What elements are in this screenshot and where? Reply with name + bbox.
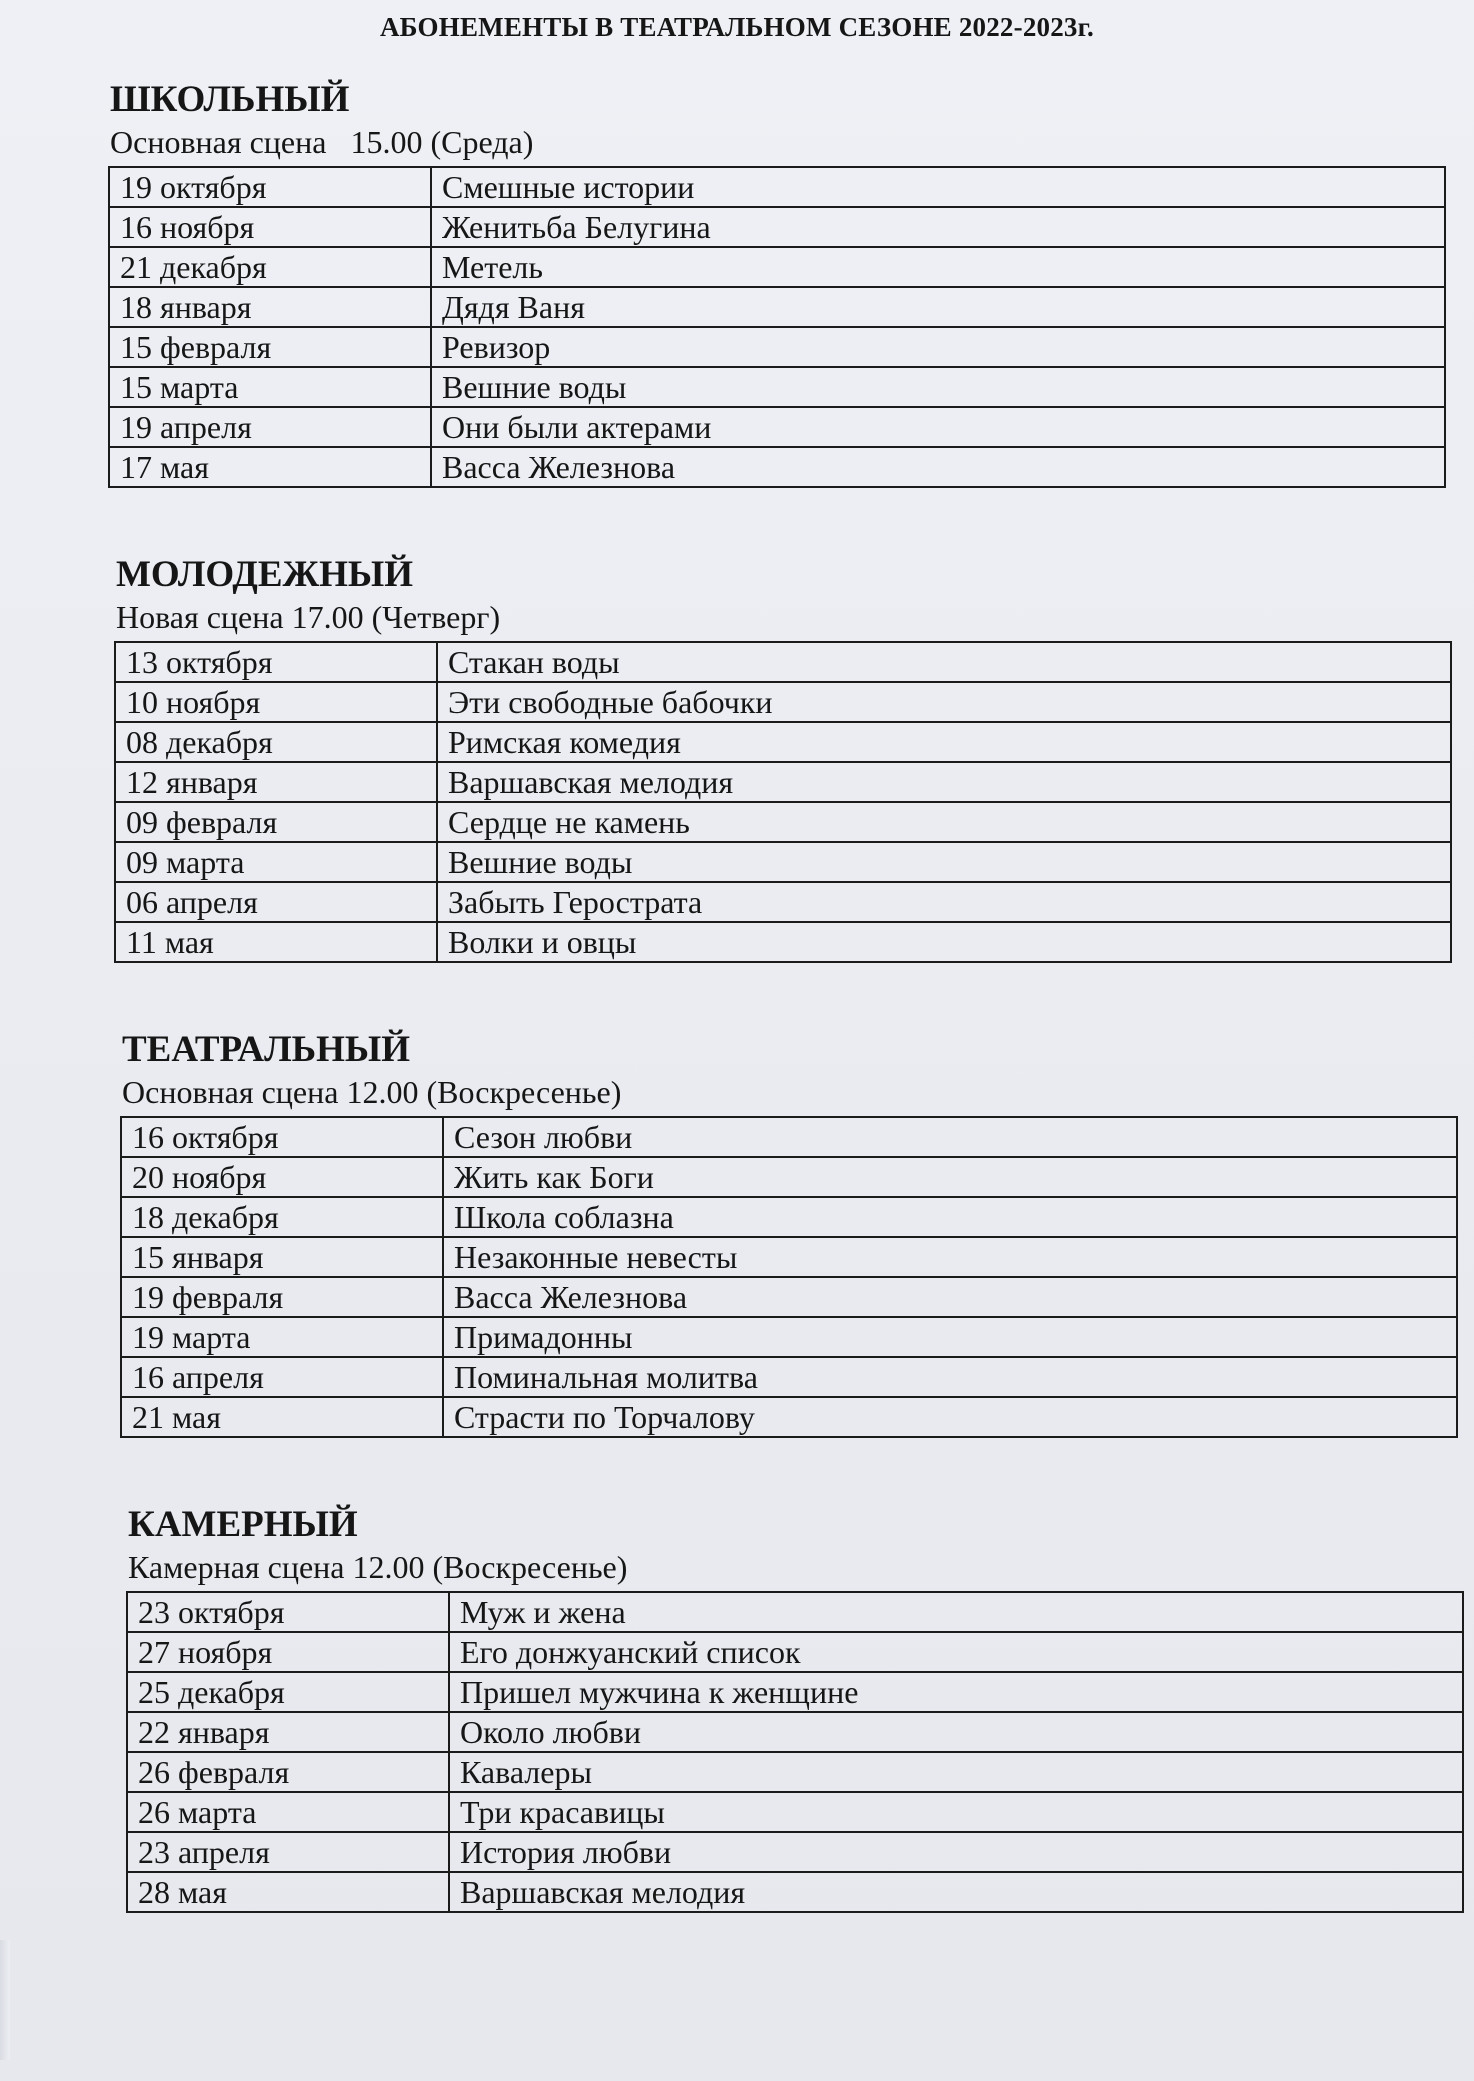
date-cell: 18 декабря <box>121 1197 443 1237</box>
date-cell: 23 октября <box>127 1592 449 1632</box>
table-row <box>121 1157 1457 1197</box>
date-cell: 08 декабря <box>115 722 437 762</box>
section-subtitle: Основная сцена 15.00 (Среда) <box>110 124 534 160</box>
play-cell: Три красавицы <box>449 1792 1463 1832</box>
play-cell: Они были актерами <box>431 407 1445 447</box>
date-cell: 15 января <box>121 1237 443 1277</box>
date-cell: 21 декабря <box>109 247 431 287</box>
table-row <box>121 1277 1457 1317</box>
table-row <box>109 447 1445 487</box>
table-row <box>127 1712 1463 1752</box>
table-row <box>109 207 1445 247</box>
section-title: МОЛОДЕЖНЫЙ <box>116 554 413 595</box>
table-row <box>127 1632 1463 1672</box>
date-cell: 18 января <box>109 287 431 327</box>
table-row <box>121 1397 1457 1437</box>
play-cell: Забыть Герострата <box>437 882 1451 922</box>
play-cell: Стакан воды <box>437 642 1451 682</box>
date-cell: 09 февраля <box>115 802 437 842</box>
table-row <box>121 1237 1457 1277</box>
date-cell: 15 февраля <box>109 327 431 367</box>
play-cell: Дядя Ваня <box>431 287 1445 327</box>
date-cell: 20 ноября <box>121 1157 443 1197</box>
play-cell: Метель <box>431 247 1445 287</box>
section-title: ШКОЛЬНЫЙ <box>110 79 350 120</box>
table-row <box>127 1672 1463 1712</box>
play-cell: Незаконные невесты <box>443 1237 1457 1277</box>
table-row <box>109 367 1445 407</box>
date-cell: 12 января <box>115 762 437 802</box>
section-molodezhny <box>114 553 1459 963</box>
table-row <box>115 882 1451 922</box>
play-cell: Женитьба Белугина <box>431 207 1445 247</box>
play-cell: Васса Железнова <box>443 1277 1457 1317</box>
schedule-table <box>114 641 1452 963</box>
date-cell: 16 апреля <box>121 1357 443 1397</box>
table-row <box>121 1117 1457 1157</box>
table-row <box>127 1792 1463 1832</box>
table-row <box>121 1357 1457 1397</box>
table-row <box>115 642 1451 682</box>
table-row <box>109 247 1445 287</box>
date-cell: 16 ноября <box>109 207 431 247</box>
play-cell: Вешние воды <box>431 367 1445 407</box>
table-row <box>115 802 1451 842</box>
play-cell: Школа соблазна <box>443 1197 1457 1237</box>
table-row <box>109 327 1445 367</box>
date-cell: 15 марта <box>109 367 431 407</box>
section-subtitle: Камерная сцена 12.00 (Воскресенье) <box>128 1549 628 1585</box>
date-cell: 26 февраля <box>127 1752 449 1792</box>
table-row <box>127 1592 1463 1632</box>
scan-edge-shadow <box>0 1940 10 2060</box>
section-teatralny <box>120 1028 1465 1438</box>
table-row <box>115 682 1451 722</box>
date-cell: 16 октября <box>121 1117 443 1157</box>
table-row <box>109 287 1445 327</box>
schedule-table <box>126 1591 1464 1913</box>
play-cell: Варшавская мелодия <box>449 1872 1463 1912</box>
play-cell: Волки и овцы <box>437 922 1451 962</box>
play-cell: Варшавская мелодия <box>437 762 1451 802</box>
table-row <box>109 167 1445 207</box>
play-cell: Муж и жена <box>449 1592 1463 1632</box>
date-cell: 28 мая <box>127 1872 449 1912</box>
table-row <box>127 1872 1463 1912</box>
section-kamerny <box>126 1503 1471 1913</box>
section-shkolny <box>108 78 1453 488</box>
document-title: АБОНЕМЕНТЫ В ТЕАТРАЛЬНОМ СЕЗОНЕ 2022-2023г. <box>379 12 1094 42</box>
play-cell: Около любви <box>449 1712 1463 1752</box>
play-cell: Примадонны <box>443 1317 1457 1357</box>
date-cell: 19 марта <box>121 1317 443 1357</box>
section-subtitle: Основная сцена 12.00 (Воскресенье) <box>122 1074 622 1110</box>
date-cell: 25 декабря <box>127 1672 449 1712</box>
date-cell: 22 января <box>127 1712 449 1752</box>
section-subtitle: Новая сцена 17.00 (Четверг) <box>116 599 501 635</box>
table-row <box>127 1832 1463 1872</box>
date-cell: 09 марта <box>115 842 437 882</box>
date-cell: 21 мая <box>121 1397 443 1437</box>
play-cell: Поминальная молитва <box>443 1357 1457 1397</box>
play-cell: Смешные истории <box>431 167 1445 207</box>
play-cell: Пришел мужчина к женщине <box>449 1672 1463 1712</box>
table-row <box>121 1317 1457 1357</box>
date-cell: 23 апреля <box>127 1832 449 1872</box>
table-row <box>115 922 1451 962</box>
date-cell: 19 октября <box>109 167 431 207</box>
date-cell: 10 ноября <box>115 682 437 722</box>
table-row <box>115 842 1451 882</box>
play-cell: История любви <box>449 1832 1463 1872</box>
date-cell: 19 февраля <box>121 1277 443 1317</box>
date-cell: 19 апреля <box>109 407 431 447</box>
play-cell: Васса Железнова <box>431 447 1445 487</box>
date-cell: 17 мая <box>109 447 431 487</box>
date-cell: 27 ноября <box>127 1632 449 1672</box>
table-row <box>115 762 1451 802</box>
play-cell: Эти свободные бабочки <box>437 682 1451 722</box>
schedule-table <box>108 166 1446 488</box>
table-row <box>127 1752 1463 1792</box>
play-cell: Его донжуанский список <box>449 1632 1463 1672</box>
date-cell: 13 октября <box>115 642 437 682</box>
play-cell: Сезон любви <box>443 1117 1457 1157</box>
date-cell: 26 марта <box>127 1792 449 1832</box>
table-row <box>121 1197 1457 1237</box>
section-title: КАМЕРНЫЙ <box>128 1504 358 1545</box>
schedule-table <box>120 1116 1458 1438</box>
date-cell: 06 апреля <box>115 882 437 922</box>
play-cell: Сердце не камень <box>437 802 1451 842</box>
table-row <box>109 407 1445 447</box>
play-cell: Ревизор <box>431 327 1445 367</box>
table-row <box>115 722 1451 762</box>
section-title: ТЕАТРАЛЬНЫЙ <box>122 1029 411 1070</box>
play-cell: Страсти по Торчалову <box>443 1397 1457 1437</box>
play-cell: Кавалеры <box>449 1752 1463 1792</box>
date-cell: 11 мая <box>115 922 437 962</box>
play-cell: Вешние воды <box>437 842 1451 882</box>
play-cell: Римская комедия <box>437 722 1451 762</box>
play-cell: Жить как Боги <box>443 1157 1457 1197</box>
